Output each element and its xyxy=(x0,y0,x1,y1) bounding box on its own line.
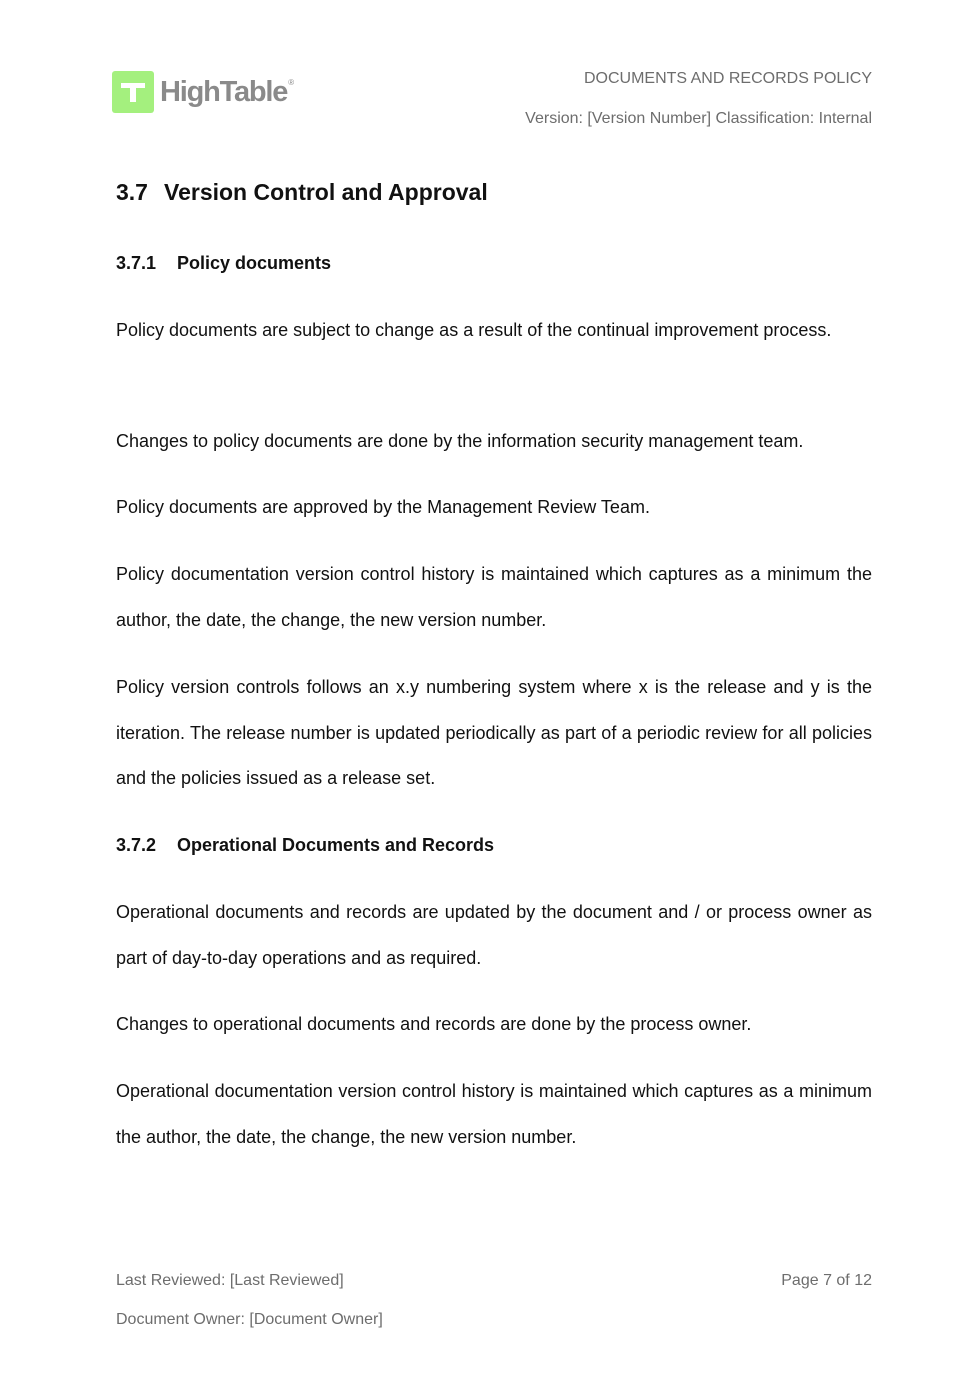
subsection-number: 3.7.1 xyxy=(116,253,157,273)
paragraph: Operational documents and records are updated by the document and / or process owner as part of day-to-day operations and as required. xyxy=(116,902,872,968)
subsection-title: Operational Documents and Records xyxy=(177,835,495,855)
section-title: Version Control and Approval xyxy=(164,179,488,205)
document-title: DOCUMENTS AND RECORDS POLICY xyxy=(583,70,872,87)
subsection-number: 3.7.2 xyxy=(116,835,157,855)
paragraph: Policy documents are subject to change as a result of the continual improvement process. xyxy=(116,320,832,340)
section-heading xyxy=(116,175,872,209)
subsection-heading-policy xyxy=(116,250,872,276)
paragraph: Policy documentation version control history is maintained which captures as a minimum the author, the date, the change, the new version number. xyxy=(116,564,872,630)
paragraph: Policy version controls follows an x.y numbering system where x is the release and y is the iteration. The release number is updated periodically as part of a periodic review for all policies and the policies issued as a release set. xyxy=(116,677,872,788)
last-reviewed: Last Reviewed: [Last Reviewed] xyxy=(116,1272,344,1289)
paragraph: Changes to policy documents are done by the information security management team. xyxy=(116,431,804,451)
registered-mark: ® xyxy=(288,77,295,87)
page-number: Page 7 of 12 xyxy=(781,1272,872,1289)
document-owner: Document Owner: [Document Owner] xyxy=(116,1311,383,1328)
section-number: 3.7 xyxy=(116,179,148,205)
logo-wordmark: HighTable xyxy=(160,76,288,108)
paragraph: Policy documents are approved by the Management Review Team. xyxy=(116,497,650,517)
paragraph: Changes to operational documents and records are done by the process owner. xyxy=(116,1014,752,1034)
version-classification: Version: [Version Number] Classification: Internal xyxy=(525,110,872,127)
subsection-heading-operational xyxy=(116,832,872,858)
subsection-title: Policy documents xyxy=(177,253,332,273)
company-logo xyxy=(112,71,294,113)
logo-mark-icon xyxy=(112,71,154,113)
paragraph: Operational documentation version control history is maintained which captures as a minimum the author, the date, the change, the new version number. xyxy=(116,1081,872,1147)
